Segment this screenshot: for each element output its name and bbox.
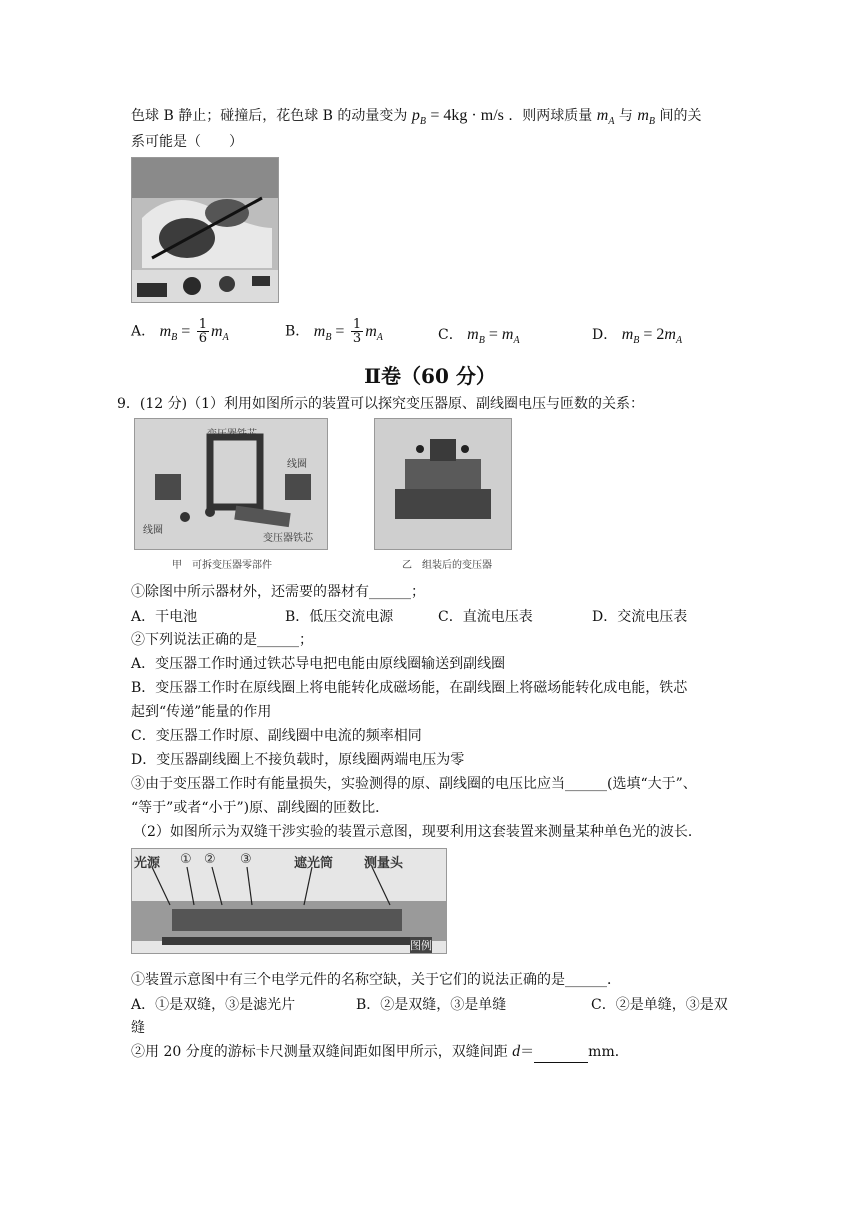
q9-s3-line-2: “等于”或者“小于”)原、副线圈的匝数比． [131,800,390,816]
caption-yi: 乙 组装后的变压器 [402,560,492,571]
q9-part2-intro: （2）如图所示为双缝干涉实验的装置示意图，现要利用这套装置来测量某种单色光的波长． [133,824,702,840]
label-1: ① [180,852,192,867]
q8-option-a[interactable]: A． $m_B$ = $\frac{1}{6}$ $m_A$ [131,317,229,346]
q9-s2-option-b[interactable]: B．变压器工作时在原线圈上将电能转化成磁场能，在副线圈上将磁场能转化成电能，铁芯 [131,680,688,696]
mass-a-symbol: $m_A$ [596,107,615,128]
q9-s2-option-b-cont: 起到“传递”能量的作用 [131,704,272,720]
q9-s1-option-b[interactable]: B．低压交流电源 [285,609,394,625]
assembled-transformer-illustration [375,419,511,549]
caption-jia: 甲 可拆变压器零部件 [172,560,272,571]
q9-s1-option-d[interactable]: D．交流电压表 [592,609,688,625]
q9-p2-s1-wrap: 缝 [131,1020,145,1036]
billiards-photo [131,157,279,303]
label-2: ② [204,852,216,867]
momentum-symbol: $p_B$ [411,107,426,128]
q9-s1-option-c[interactable]: C．直流电压表 [438,609,533,625]
q9-s2-option-d[interactable]: D．变压器副线圈上不接负载时，原线圈两端电压为零 [131,752,465,768]
answer-blank[interactable] [534,1042,588,1063]
q9-p2-s1-option-a[interactable]: A．①是双缝，③是滤光片 [131,997,296,1013]
q9-p2-s1-option-c[interactable]: C．②是单缝，③是双 [591,997,728,1013]
assembled-transformer-photo [374,418,512,550]
mass-b-symbol: $m_B$ [637,107,656,128]
double-slit-apparatus-photo [131,848,447,954]
label-light-source: 光源 [134,856,161,871]
q9-s2-option-a[interactable]: A．变压器工作时通过铁芯导电把电能由原线圈输送到副线圈 [131,656,506,672]
transformer-parts-photo [134,418,328,550]
q9-s1: ①除图中所示器材外，还需要的器材有______； [131,584,425,600]
q9-s2-option-c[interactable]: C．变压器工作时原、副线圈中电流的频率相同 [131,728,422,744]
fraction-1-3: $\frac{1}{3}$ [352,317,362,346]
momentum-value: = 4kg · m/s [430,107,504,124]
label-core-top: 变压器铁芯 [207,429,257,440]
q9-intro: 9．(12 分)（1）利用如图所示的装置可以探究变压器原、副线圈电压与匝数的关系： [117,396,645,412]
label-measuring-head: 测量头 [364,856,404,871]
fraction-1-6: $\frac{1}{6}$ [198,317,208,346]
label-shade-tube: 遮光筒 [294,856,334,871]
q9-p2-s1: ①装置示意图中有三个电学元件的名称空缺，关于它们的说法正确的是______． [131,972,621,988]
label-core-bottom: 变压器铁芯 [263,533,313,544]
section-2-title: Ⅱ卷（60 分） [364,364,496,388]
q8-option-d[interactable]: D． $m_B = 2m_A$ [592,326,683,347]
label-3: ③ [240,852,252,867]
label-legend: 图例 [410,939,432,952]
label-coil-right: 线圈 [287,459,307,470]
q9-s3-line-1: ③由于变压器工作时有能量损失，实验测得的原、副线圈的电压比应当______(选填“大于”、 [131,776,697,792]
billiards-photo-illustration [132,158,278,302]
q8-line-2: 系可能是（ ） [131,134,243,150]
q9-p2-s1-option-b[interactable]: B．②是双缝，③是单缝 [356,997,507,1013]
label-coil-left: 线圈 [143,525,163,536]
q8-line-1: 色球 B 静止；碰撞后，花色球 B 的动量变为 $p_B = 4kg \cdot m/s$ ．则两球质量 $m_A$ 与 $m_B$ 间的关 [131,107,702,128]
q8-option-c[interactable]: C． $m_B = m_A$ [438,326,520,347]
q9-p2-s2: ②用 20 分度的游标卡尺测量双缝间距如图甲所示，双缝间距 d＝ mm． [131,1042,629,1063]
q8-option-b[interactable]: B． $m_B$ = $\frac{1}{3}$ $m_A$ [285,317,383,346]
q9-s2: ②下列说法正确的是______； [131,632,313,648]
q9-s1-option-a[interactable]: A．干电池 [131,609,198,625]
